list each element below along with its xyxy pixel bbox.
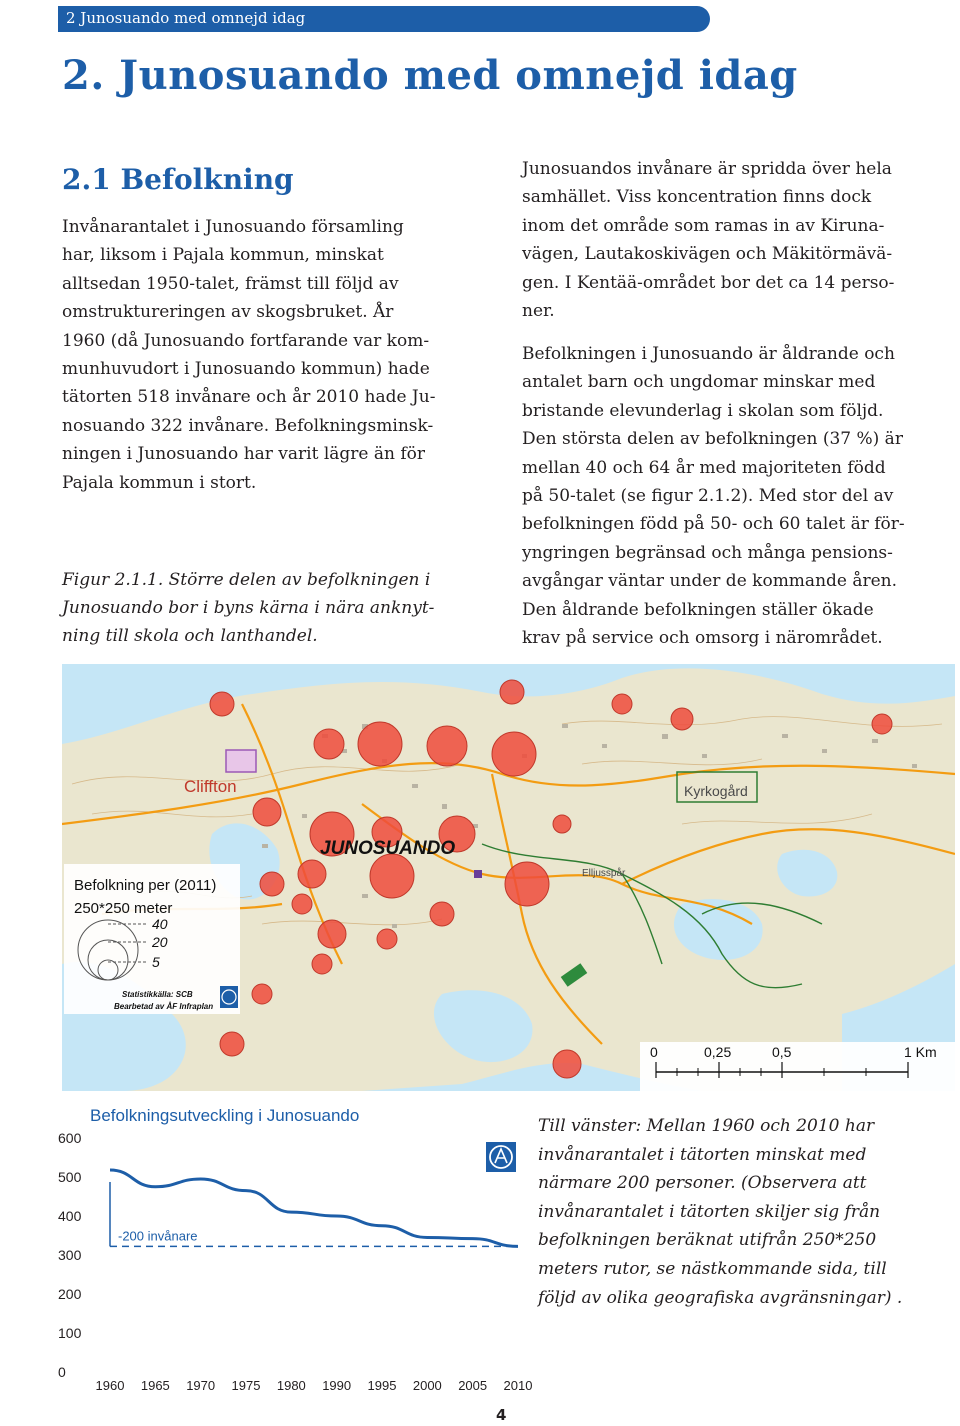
text-line: har, liksom i Pajala kommun, minskat xyxy=(62,245,384,266)
figure-caption xyxy=(62,566,434,650)
text-line: Pajala kommun i stort. xyxy=(62,472,257,493)
junosuando-label: JUNOSUANDO xyxy=(320,838,456,859)
x-tick-label: 2005 xyxy=(458,1378,488,1393)
x-tick-label: 1990 xyxy=(322,1378,352,1393)
scale-label: 0 xyxy=(650,1044,658,1060)
y-tick-label: 400 xyxy=(58,1208,82,1224)
legend-value: 5 xyxy=(152,954,160,970)
x-tick-label: 1960 xyxy=(95,1378,125,1393)
x-axis-ticks xyxy=(96,1378,533,1393)
x-tick-label: 1980 xyxy=(276,1378,306,1393)
map-legend xyxy=(64,864,240,1014)
x-tick-label: 1995 xyxy=(367,1378,397,1393)
text-line: Junosuandos invånare är spridda över hela xyxy=(522,159,892,179)
text-line: Invånarantalet i Junosuando församling xyxy=(62,217,404,237)
x-tick-label: 2000 xyxy=(412,1378,442,1393)
caption-line: ning till skola och lanthandel. xyxy=(62,626,318,646)
running-header-title: 2 Junosuando med omnejd idag xyxy=(66,9,306,27)
text-line: inom det område som ramas in av Kiruna- xyxy=(522,215,885,236)
decline-annotation: -200 invånare xyxy=(118,1228,198,1244)
scale-label: 1 Km xyxy=(904,1044,937,1060)
text-line: omstruktureringen av skogsbruket. År xyxy=(62,302,394,323)
text-line: nosuando 322 invånare. Befolkningsminsk- xyxy=(62,415,434,436)
school-marker xyxy=(474,870,482,878)
text-line: ner. xyxy=(522,301,555,322)
text-line: mellan 40 och 64 år med majoriteten född xyxy=(522,457,886,478)
chapter-title: 2. Junosuando med omnejd idag xyxy=(62,52,798,99)
chart-explanation xyxy=(538,1112,902,1312)
y-axis-ticks xyxy=(58,1130,82,1380)
scale-label: 0,25 xyxy=(704,1044,732,1060)
legend-title: Befolkning per (2011) xyxy=(74,877,217,894)
caption-line: närmare 200 personer. (Observera att xyxy=(538,1173,867,1194)
chart-svg xyxy=(40,1098,540,1403)
cliffton-area xyxy=(226,750,256,772)
x-tick-label: 2010 xyxy=(503,1378,533,1393)
y-tick-label: 600 xyxy=(58,1130,82,1146)
legend-value: 40 xyxy=(152,916,168,932)
scale-bar xyxy=(640,1042,955,1091)
population-map xyxy=(62,664,955,1091)
caption-line: följd av olika geografiska avgränsningar) . xyxy=(538,1287,903,1308)
map-graphic xyxy=(62,664,955,1091)
caption-line: befolkningen beräknat utifrån 250*250 xyxy=(538,1230,877,1251)
section-title: 2.1 Befolkning xyxy=(62,163,294,196)
text-line: bristande elevunderlag i skolan som följd. xyxy=(522,400,884,421)
legend-source: Bearbetad av ÅF Infraplan xyxy=(114,1002,214,1011)
caption-line: meters rutor, se nästkommande sida, till xyxy=(538,1258,887,1279)
text-line: avgångar väntar under de kommande åren. xyxy=(522,571,898,592)
x-tick-label: 1970 xyxy=(186,1378,216,1393)
y-tick-label: 200 xyxy=(58,1286,82,1302)
text-line: alltsedan 1950-talet, främst till följd av xyxy=(62,273,399,294)
af-logo xyxy=(486,1142,516,1172)
text-line: Befolkningen i Junosuando är åldrande och xyxy=(522,344,895,364)
caption-line: invånarantalet i tätorten minskat med xyxy=(538,1144,867,1165)
left-paragraph xyxy=(62,213,435,497)
population-chart xyxy=(40,1098,540,1403)
y-tick-label: 500 xyxy=(58,1169,82,1185)
legend-subtitle: 250*250 meter xyxy=(74,900,173,917)
text-line: yngringen begränsad och många pensions- xyxy=(522,542,893,563)
right-paragraph-1 xyxy=(522,155,894,325)
text-line: tätorten 518 invånare och år 2010 hade Ju- xyxy=(62,387,436,408)
text-line: befolkningen född på 50- och 60 talet är för- xyxy=(522,514,905,535)
kyrkogard-label: Kyrkogård xyxy=(684,783,748,799)
caption-line: invånarantalet i tätorten skiljer sig från xyxy=(538,1201,881,1222)
page-number: 4 xyxy=(496,1406,507,1424)
x-tick-label: 1975 xyxy=(231,1378,261,1393)
caption-line: Till vänster: Mellan 1960 och 2010 har xyxy=(538,1116,875,1136)
text-line: vägen, Lautakoskivägen och Mäkitörmävä- xyxy=(522,244,893,265)
text-line: Den åldrande befolkningen ställer ökade xyxy=(522,599,874,620)
right-paragraph-2 xyxy=(522,340,905,652)
text-line: antalet barn och ungdomar minskar med xyxy=(522,372,876,393)
cliffton-label: Cliffton xyxy=(184,777,237,796)
x-tick-label: 1965 xyxy=(140,1378,170,1393)
text-line: munhuvudort i Junosuando kommun) hade xyxy=(62,359,430,380)
chart-title: Befolkningsutveckling i Junosuando xyxy=(90,1106,360,1125)
caption-line: Figur 2.1.1. Större delen av befolkningen i xyxy=(62,570,431,590)
text-line: krav på service och omsorg i närområdet. xyxy=(522,628,883,649)
y-tick-label: 0 xyxy=(58,1364,66,1380)
text-line: gen. I Kentää-området bor det ca 14 perso- xyxy=(522,272,895,293)
text-line: samhället. Viss koncentration finns dock xyxy=(522,187,872,208)
text-line: Den största delen av befolkningen (37 %) är xyxy=(522,429,903,450)
af-logo-icon xyxy=(220,986,238,1008)
caption-line: Junosuando bor i byns kärna i nära anknyt- xyxy=(62,598,435,618)
legend-value: 20 xyxy=(152,934,168,950)
text-line: 1960 (då Junosuando fortfarande var kom- xyxy=(62,330,430,351)
text-line: på 50-talet (se figur 2.1.2). Med stor del av xyxy=(522,486,894,507)
elljusspar-label: Elljusspår xyxy=(582,868,626,879)
text-line: ningen i Junosuando har varit lägre än för xyxy=(62,444,426,465)
legend-source: Statistikkälla: SCB xyxy=(122,990,193,999)
scale-label: 0,5 xyxy=(772,1044,792,1060)
y-tick-label: 300 xyxy=(58,1247,82,1263)
y-tick-label: 100 xyxy=(58,1325,82,1341)
